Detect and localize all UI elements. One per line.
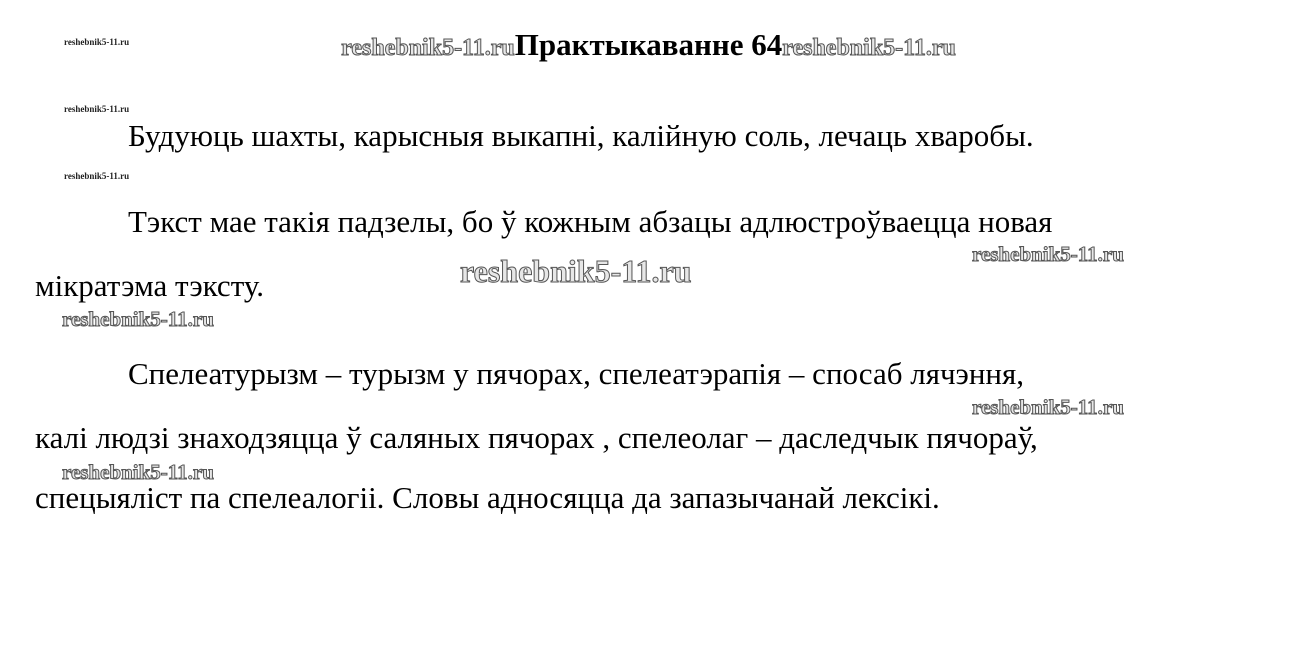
watermark-small: reshebnik5-11.ru [64,37,130,47]
title-row [0,25,1297,68]
paragraph-1-line-1: Будуюць шахты, карысныя выкапні, калійную соль, лечаць хваробы. [128,118,1034,153]
watermark-title-left: reshebnik5-11.ru [341,35,515,61]
watermark-large: reshebnik5-11.ru [460,253,692,289]
watermark-small: reshebnik5-11.ru [64,171,130,181]
paragraph-3-line-3: спецыяліст па спелеалогіі. Словы адносяцца да запазычанай лексікі. [35,480,940,515]
watermark-medium: reshebnik5-11.ru [62,307,214,331]
watermark-medium: reshebnik5-11.ru [62,460,214,484]
watermark-small: reshebnik5-11.ru [64,104,130,114]
watermark-title-right: reshebnik5-11.ru [782,35,956,61]
paragraph-3-line-2: калі людзі знаходзяцца ў саляных пячорах , спелеолаг – даследчык пячораў, [35,420,1038,455]
paragraph-2-line-2: мікратэма тэксту. [35,268,264,303]
watermark-medium: reshebnik5-11.ru [972,395,1124,419]
paragraph-2-line-1: Тэкст мае такія падзелы, бо ў кожным абзацы адлюстроўваецца новая [128,204,1053,239]
watermark-medium: reshebnik5-11.ru [972,242,1124,266]
paragraph-3-line-1: Спелеатурызм – турызм у пячорах, спелеатэрапія – спосаб лячэння, [128,356,1025,391]
page-title: Практыкаванне 64 [514,27,783,62]
